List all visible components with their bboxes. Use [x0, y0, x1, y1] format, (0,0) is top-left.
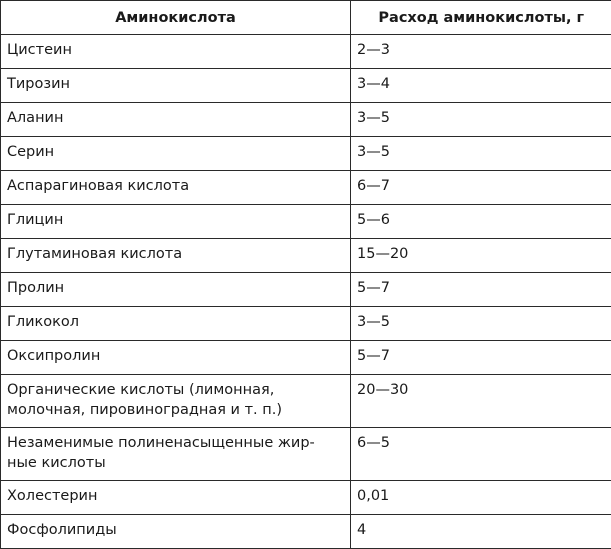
table-row	[1, 35, 611, 69]
amino-acid-name: Незаменимые полиненасыщенные жир-ные кислоты	[1, 428, 351, 481]
consumption-value: 15—20	[351, 239, 611, 273]
consumption-value: 3—5	[351, 137, 611, 171]
consumption-value: 3—4	[351, 69, 611, 103]
consumption-value: 3—5	[351, 307, 611, 341]
table-header-row	[1, 1, 611, 35]
consumption-value: 3—5	[351, 103, 611, 137]
table-row	[1, 205, 611, 239]
amino-acid-name: Аланин	[1, 103, 351, 137]
column-header-amino-acid: Аминокислота	[1, 1, 351, 35]
amino-acid-name: Холестерин	[1, 481, 351, 515]
amino-acid-name: Оксипролин	[1, 341, 351, 375]
consumption-value: 2—3	[351, 35, 611, 69]
consumption-value: 5—7	[351, 273, 611, 307]
table-row	[1, 69, 611, 103]
column-header-consumption: Расход аминокислоты, г	[351, 1, 611, 35]
amino-acid-name: Глутаминовая кислота	[1, 239, 351, 273]
table-row	[1, 171, 611, 205]
table-row	[1, 307, 611, 341]
consumption-value: 5—7	[351, 341, 611, 375]
table-row	[1, 137, 611, 171]
amino-acid-name: Глицин	[1, 205, 351, 239]
table-row	[1, 239, 611, 273]
consumption-value: 4	[351, 515, 611, 549]
consumption-value: 6—5	[351, 428, 611, 481]
amino-acid-name: Аспарагиновая кислота	[1, 171, 351, 205]
table-row	[1, 103, 611, 137]
amino-acid-name: Цистеин	[1, 35, 351, 69]
amino-acid-name: Тирозин	[1, 69, 351, 103]
amino-acid-name: Пролин	[1, 273, 351, 307]
amino-acid-name: Серин	[1, 137, 351, 171]
consumption-value: 0,01	[351, 481, 611, 515]
amino-acid-name: Органические кислоты (лимонная, молочная, пировиноградная и т. п.)	[1, 375, 351, 428]
consumption-value: 6—7	[351, 171, 611, 205]
amino-acid-name: Фосфолипиды	[1, 515, 351, 549]
table-row	[1, 375, 611, 428]
table-row	[1, 341, 611, 375]
table-row	[1, 515, 611, 549]
table-row	[1, 428, 611, 481]
table-row	[1, 481, 611, 515]
amino-acid-name: Гликокол	[1, 307, 351, 341]
consumption-value: 5—6	[351, 205, 611, 239]
consumption-value: 20—30	[351, 375, 611, 428]
table-row	[1, 273, 611, 307]
